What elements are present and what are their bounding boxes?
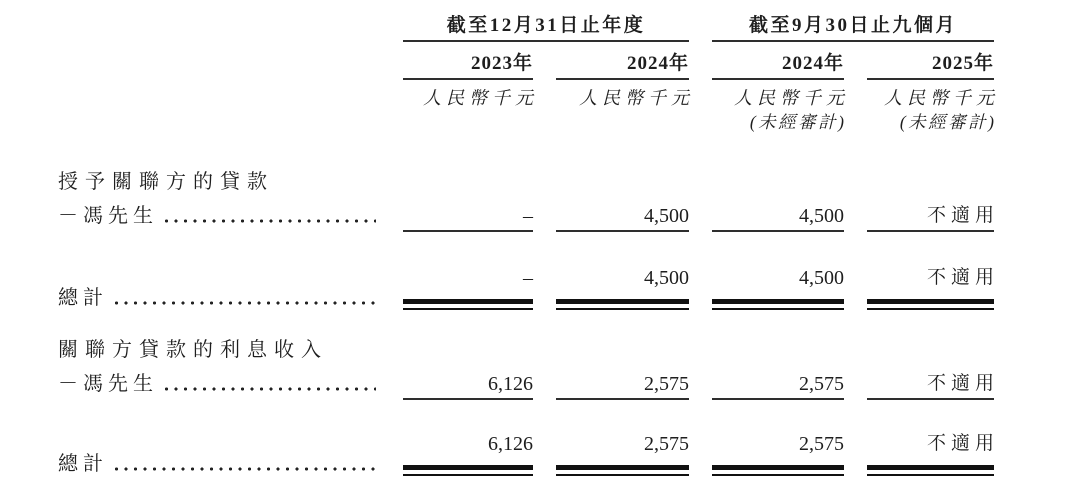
spacer: [0, 310, 1080, 338]
section-heading-loans: 授予關聯方的貸款: [58, 171, 274, 193]
cell-total-value: 不適用: [867, 431, 994, 476]
header-year-row: [0, 42, 1080, 80]
double-rule: [403, 465, 533, 476]
header-unit-row: [0, 80, 1080, 108]
cell-total-value: 4,500: [556, 266, 689, 310]
section-heading-row: [0, 338, 1080, 362]
double-rule: [712, 299, 844, 310]
column-year-2024-interim: 2024年: [712, 42, 844, 80]
table-row-mr-feng-interest: [0, 362, 1080, 400]
cell-total-value: 不適用: [867, 265, 994, 310]
total-label-text: 總計: [58, 287, 108, 309]
column-unit: 人民幣千元: [579, 88, 694, 108]
double-rule: [556, 299, 689, 310]
total-label: [58, 287, 380, 310]
section-heading-interest-income: 關聯方貸款的利息收入: [58, 339, 328, 361]
row-label-text: －馮先生: [58, 373, 158, 395]
table-row-total-loans: [0, 265, 1080, 310]
column-unit: 人民幣千元: [423, 88, 538, 108]
dot-leader: [114, 466, 376, 472]
spacer: [0, 400, 1080, 431]
cell-value: 6,126: [403, 363, 533, 400]
column-note-empty: [403, 128, 533, 132]
total-label-text: 總計: [58, 453, 108, 475]
header-group-row: [0, 13, 1080, 42]
double-rule: [556, 465, 689, 476]
dot-leader: [164, 218, 376, 224]
column-year-2024-annual: 2024年: [556, 42, 689, 80]
cell-total-value: 2,575: [556, 432, 689, 476]
cell-value: 4,500: [712, 195, 844, 232]
column-year-2023: 2023年: [403, 42, 533, 80]
row-label: [58, 373, 380, 400]
cell-value: 4,500: [556, 195, 689, 232]
double-rule: [712, 465, 844, 476]
table-row-total-interest: [0, 431, 1080, 476]
column-unit: 人民幣千元: [884, 88, 999, 108]
cell-value: –: [403, 195, 533, 232]
column-group-interim-title: 截至9月30日止九個月: [712, 13, 994, 42]
column-year-2025: 2025年: [867, 42, 994, 80]
cell-value: 不適用: [867, 194, 994, 232]
double-rule: [403, 299, 533, 310]
column-unit: 人民幣千元: [734, 88, 849, 108]
section-heading-row: [0, 170, 1080, 194]
cell-value: 不適用: [867, 362, 994, 400]
column-note-unaudited: (未經審計): [899, 112, 997, 132]
row-label: [58, 205, 380, 232]
total-label: [58, 453, 380, 476]
cell-total-value: 2,575: [712, 432, 844, 476]
cell-total-value: –: [403, 266, 533, 310]
spacer: [0, 132, 1080, 170]
double-rule: [867, 299, 994, 310]
table-row-mr-feng-loans: [0, 194, 1080, 232]
header-note-row: [0, 108, 1080, 132]
double-rule: [867, 465, 994, 476]
column-note-unaudited: (未經審計): [749, 112, 847, 132]
dot-leader: [164, 386, 376, 392]
row-label-text: －馮先生: [58, 205, 158, 227]
cell-value: 2,575: [712, 363, 844, 400]
cell-total-value: 6,126: [403, 432, 533, 476]
cell-value: 2,575: [556, 363, 689, 400]
spacer: [0, 232, 1080, 265]
column-group-annual-title: 截至12月31日止年度: [403, 13, 689, 42]
dot-leader: [114, 300, 376, 306]
column-note-empty: [556, 128, 689, 132]
cell-total-value: 4,500: [712, 266, 844, 310]
